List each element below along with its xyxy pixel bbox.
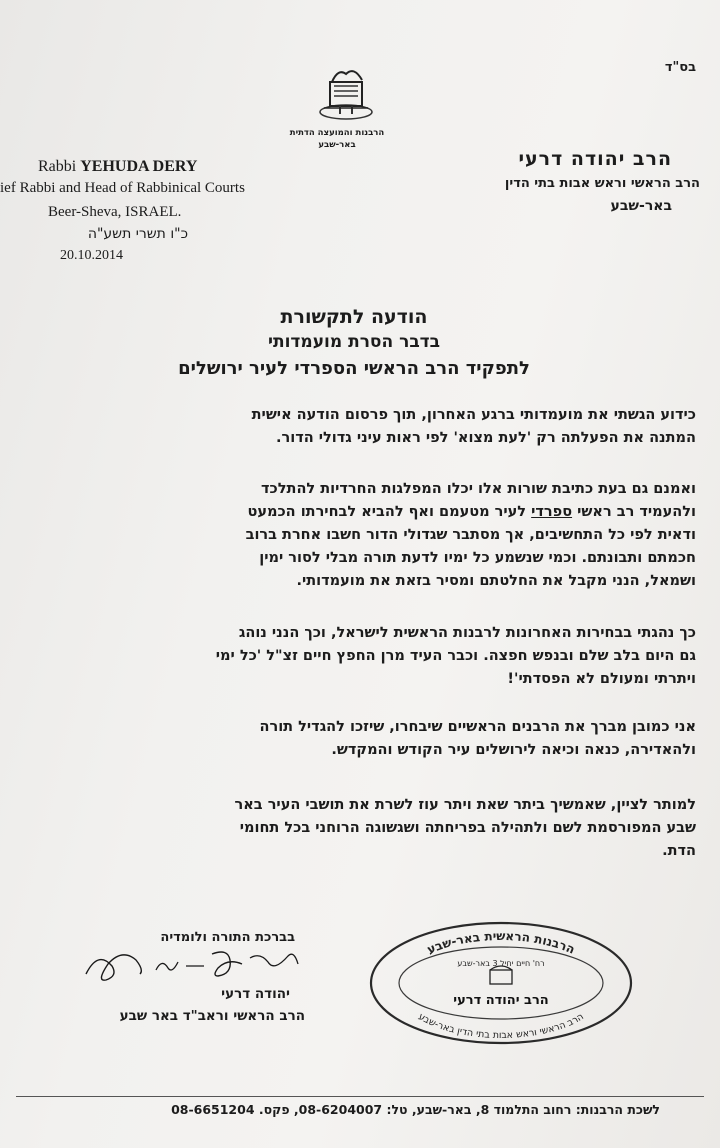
- signer-name: יהודה דרעי: [221, 986, 290, 1002]
- english-title: ief Rabbi and Head of Rabbinical Courts: [0, 180, 245, 196]
- paragraph-line: ולהאדירה, כנאה וכיאה לירושלים עיר הקודש והמקדש.: [331, 742, 696, 758]
- english-prefix: Rabbi: [38, 158, 77, 175]
- stamp-emblem-icon: [490, 966, 512, 984]
- footer-contact: לשכת הרבנות: רחוב התלמוד 8, באר-שבע, טל: 08-6204007, פקס. 08-6651204: [171, 1102, 660, 1117]
- underlined-word: ספרדי: [531, 504, 573, 520]
- signer-title: הרב הראשי וראב"ד באר שבע: [119, 1008, 305, 1024]
- english-name: YEHUDA DERY: [80, 158, 198, 175]
- paragraph-line: כידוע הגשתי את מועמדותי ברגע האחרון, תוך פרסום הודעה אישית: [251, 407, 696, 423]
- hebrew-title: הרב הראשי וראש אבות בתי הדין: [504, 176, 700, 191]
- paragraph-line: המתנה את הפעלתה רק 'לעת מצוא' לפי ראות עיני גדולי הדור.: [276, 430, 696, 446]
- paragraph-line: ויתרתי ומעולם לא הפסדתי'!: [507, 671, 696, 687]
- emblem-city: באר-שבע: [318, 140, 356, 150]
- paragraph-line: ושמאל, הנני מקבל את החלטתם ומסיר בזאת את מועמדותי.: [296, 573, 696, 589]
- paragraph-line: ודאית לפי כל התחשיבים, אך מסתבר שגדולי הדור חשבו אחרת ברוב: [245, 527, 696, 543]
- stamp-top-text: הרבנות הראשית באר-שבע: [424, 928, 578, 957]
- paragraph-line: גם היום בלב שלם ובנפש חפצה. וכבר העיד מרן החפץ חיים זצ"ל 'כל ימי: [215, 648, 696, 664]
- official-stamp: [368, 920, 634, 1046]
- paragraph-line: כך נהגתי בבחירות האחרונות לרבנות הראשית לישראל, וכך הנני נוהג: [238, 625, 696, 641]
- rabbinate-emblem-icon: [316, 64, 376, 122]
- paragraph-line: חכמתם ותבונתם. וכמי שנשמע כל ימיו לדעת תורה מבלי לסור ימין: [259, 550, 696, 566]
- bsd-mark: בס"ד: [664, 60, 696, 75]
- hebrew-city: באר-שבע: [610, 198, 672, 214]
- paragraph-line: ואמנם גם בעת כתיבת שורות אלו יכלו המפלגות החרדיות להתלכד: [261, 481, 696, 497]
- paragraph-line: שבע המפורסמת לשם ולתהילה בפריחתה ושגשוגה הרוחני בכל תחומי: [239, 820, 696, 836]
- paragraph-5: [96, 794, 696, 863]
- emblem-caption: הרבנות והמועצה הדתית: [289, 128, 385, 138]
- footer-divider: [16, 1096, 704, 1097]
- heading-subject: בדבר הסרת מועמדותי: [267, 332, 441, 352]
- paragraph-line: הדת.: [662, 843, 696, 859]
- paragraph-line: למותר לציין, שאמשיך ביתר שאת ויתר עוז לשרת את תושבי העיר באר: [234, 797, 696, 813]
- paragraph-line: אני כמובן מברך את הרבנים הראשיים שיבחרו, שיזכו להגדיל תורה: [259, 719, 696, 735]
- stamp-address: רח' חיים יחיל 3 באר-שבע: [457, 959, 545, 968]
- paragraph-1: [96, 404, 696, 450]
- handwritten-signature: [78, 944, 303, 986]
- english-city: Beer-Sheva, ISRAEL.: [48, 204, 182, 220]
- line-end: לעיר מטעמם ואף להביא לבחירתו הכמעט: [247, 504, 527, 520]
- closing-blessing: בברכת התורה ולומדיה: [160, 930, 295, 945]
- paragraph-4: [96, 716, 696, 762]
- paragraph-2: [96, 478, 696, 593]
- hebrew-date: כ"ו תשרי תשע"ה: [87, 226, 188, 242]
- gregorian-date: 20.10.2014: [60, 248, 123, 263]
- stamp-name: הרב יהודה דרעי: [453, 993, 549, 1008]
- english-name-line: [38, 158, 197, 176]
- paragraph-3: [96, 622, 696, 691]
- heading-press-release: הודעה לתקשורת: [280, 306, 428, 328]
- heading-position: לתפקיד הרב הראשי הספרדי לעיר ירושלים: [178, 358, 530, 379]
- line-start: ולהעמיד רב ראשי: [577, 504, 696, 520]
- hebrew-name: הרב יהודה דרעי: [518, 148, 672, 170]
- stamp-bottom-text: הרב הראשי וראש אבות בתי הדין באר-שבע: [416, 1011, 586, 1042]
- paragraph-line: [96, 501, 696, 524]
